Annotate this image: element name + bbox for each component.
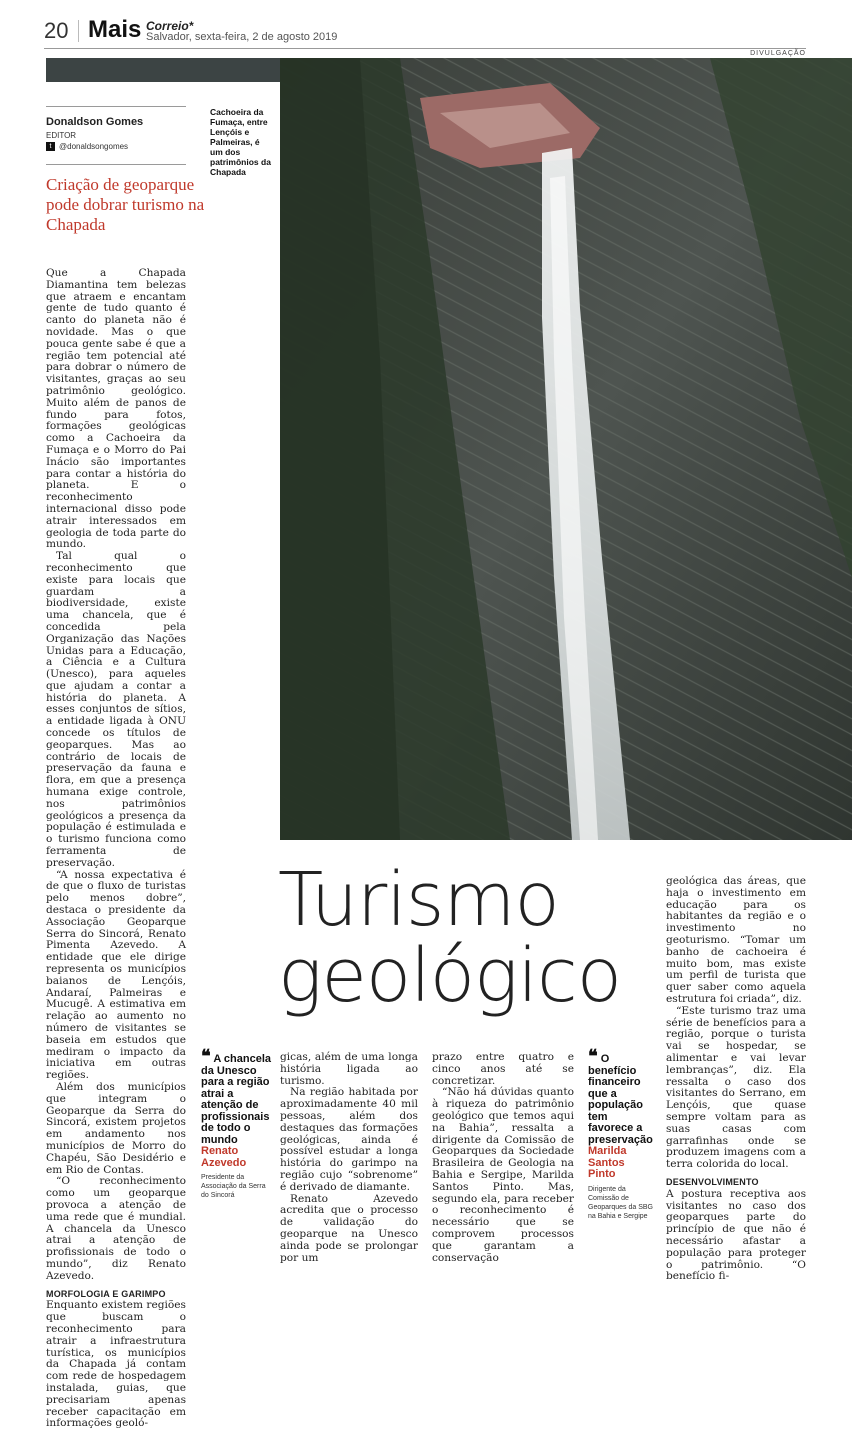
section-name: Mais [88, 16, 142, 43]
quote-mark-icon: ❝ [201, 1046, 211, 1067]
photo-credit: DIVULGAÇÃO [750, 50, 806, 57]
quote-text: O benefício financeiro que a população tem favorece a preservação [588, 1053, 653, 1146]
header-rule [44, 48, 806, 49]
paragraph: Na região habitada por aproximadamente 40 mil pessoas, além dos destaques das formações geológicas, ainda é possível estudar a longa história do garimpo na região cujo “sobrenome” é derivado de diamante. [280, 1086, 418, 1193]
waterfall-photo [280, 58, 852, 840]
pull-quote-2 [588, 1046, 654, 1221]
paragraph: gicas, além de uma longa história ligada ao turismo. [280, 1051, 418, 1087]
subhead-desenvolvimento: DESENVOLVIMENTO [666, 1176, 759, 1187]
author-role: EDITOR [46, 131, 77, 140]
page-number: 20 [44, 18, 69, 43]
paragraph: A postura receptiva aos visitantes no caso dos geoparques parte do princípio de que não é necessário afastar a população para proteger o patrimônio. “O benefício fi- [666, 1187, 806, 1283]
article-column-1 [46, 268, 186, 1430]
author-rule-bottom [46, 164, 186, 165]
newspaper-name: Correio* [146, 19, 194, 33]
paragraph: Tal qual o reconhecimento que existe para locais que guardam a biodiversidade, existe uma chancela, que é concedida pela Organização das Nações Unidas para a Educação, a Ciência e a Cultura (Unesco), para aqueles que ajudam a contar a história do planeta. A esses conjuntos de sítios, a entidade ligada à ONU concede os títulos de geoparques. Mas ao contrário de locais de preservação da fauna e flora, em que a presença humana exige controle, nos patrimônios geológicos a presença da população é estimulada e o turismo funciona como ferramenta de preservação. [46, 550, 186, 869]
paragraph: “A nossa expectativa é de que o fluxo de turistas pelo menos dobre”, destaca o presidente da Associação Geoparque Serra do Sincorá, Renato Pimenta Azevedo. A entidade que ele dirige representa os municípios baianos de Lençóis, Andaraí, Palmeiras e Mucugê. A estimativa em relação ao aumento no número de visitantes se baseia em estudos que mediram o impacto da iniciativa em outras regiões. [46, 868, 186, 1082]
quote-author-role: Dirigente da Comissão de Geoparques da SBG na Bahia e Sergipe [588, 1185, 653, 1220]
quote-mark-icon: ❝ [588, 1046, 598, 1067]
paragraph: Que a Chapada Diamantina tem belezas que atraem e encantam gente de tudo quanto é canto do planeta não é novidade. Mas o que pouca gente sabe é que a região tem potencial até para dobrar o número de visitantes, graças ao seu patrimônio geológico. Muito além de panos de fundo para fotos, formações geológicas como a Cachoeira da Fumaça e o Morro do Pai Inácio são importantes para contar a história do planeta. E o reconhecimento internacional disso pode atrair interessados em geologia de toda parte do mundo. [46, 267, 186, 551]
quote-author: Marilda Santos Pinto [588, 1145, 627, 1180]
paragraph: prazo entre quatro e cinco anos até se concretizar. [432, 1051, 574, 1087]
top-bar [46, 58, 280, 82]
twitter-icon: t [46, 142, 55, 151]
photo-caption: Cachoeira da Fumaça, entre Lençóis e Palmeiras, é um dos patrimônios da Chapada [210, 107, 271, 177]
header-divider [78, 20, 79, 42]
quote-author: Renato Azevedo [201, 1145, 247, 1169]
dateline: Salvador, sexta-feira, 2 de agosto 2019 [146, 31, 338, 43]
article-column-2 [280, 1052, 418, 1264]
author-rule-top [46, 106, 186, 107]
quote-author-role: Presidente da Associação da Serra do Sincorá [201, 1174, 266, 1199]
feature-title-line-2: geológico [278, 933, 621, 1019]
paragraph: Enquanto existem regiões que buscam o reconhecimento para atrair a infraestrutura turística, os municípios da Chapada já contam com rede de hospedagem instalada, guias, que precisariam apenas receber capacitação em informações geoló- [46, 1299, 186, 1430]
feature-title [278, 857, 621, 1019]
twitter-handle: @donaldsongomes [59, 142, 129, 151]
paragraph: geológica das áreas, que haja o investimento em educação para os habitantes da região e o investimento no geoturismo. “Tomar um banho de cachoeira é muito bom, mas existe um perfil de turista que quer saber como aquela estrutura foi criada”, diz. [666, 875, 806, 1005]
subhead-morfologia: MORFOLOGIA E GARIMPO [46, 1288, 166, 1299]
paragraph: Além dos municípios que integram o Geoparque da Serra do Sincorá, existem projetos em andamento nos municípios de Morro do Chapéu, São Desidério e em Rio de Contas. [46, 1080, 186, 1176]
paragraph: “Não há dúvidas quanto à riqueza do patrimônio geológico que temos aqui na Bahia”, ressalta a dirigente da Comissão de Geoparques da Sociedade Brasileira de Geologia na Bahia e Sergipe, Marilda Santos Pinto. Mas, segundo ela, para receber o reconhecimento é necessário que se comprovem processos que garantam a conservação [432, 1086, 574, 1264]
author-name: Donaldson Gomes [46, 116, 144, 128]
article-column-3 [432, 1052, 574, 1264]
pull-quote-1 [201, 1046, 273, 1200]
paragraph: “O reconhecimento como um geoparque provoca a atenção de uma rede que é mundial. A chancela da Unesco atrai a atenção de profissionais de todo o mundo”, diz Renato Azevedo. [46, 1175, 186, 1282]
paragraph: Renato Azevedo acredita que o processo de validação do geoparque na Unesco ainda pode se prolongar por um [280, 1192, 418, 1264]
article-column-4 [666, 876, 806, 1283]
article-headline: Criação de geoparque pode dobrar turismo na Chapada [46, 175, 205, 234]
quote-text: A chancela da Unesco para a região atrai a atenção de profissionais de todo o mundo [201, 1053, 272, 1146]
feature-title-line-1: Turismo [278, 857, 559, 943]
paragraph: “Este turismo traz uma série de benefícios para a região, porque o turista vai se hospedar, se alimentar e vai levar lembranças”, diz. Ela ressalta o caso dos visitantes do Serrano, em Lençóis, que quase sempre voltam para as suas casas com garrafinhas onde se produzem imagens com a terra colorida do local. [666, 1004, 806, 1171]
